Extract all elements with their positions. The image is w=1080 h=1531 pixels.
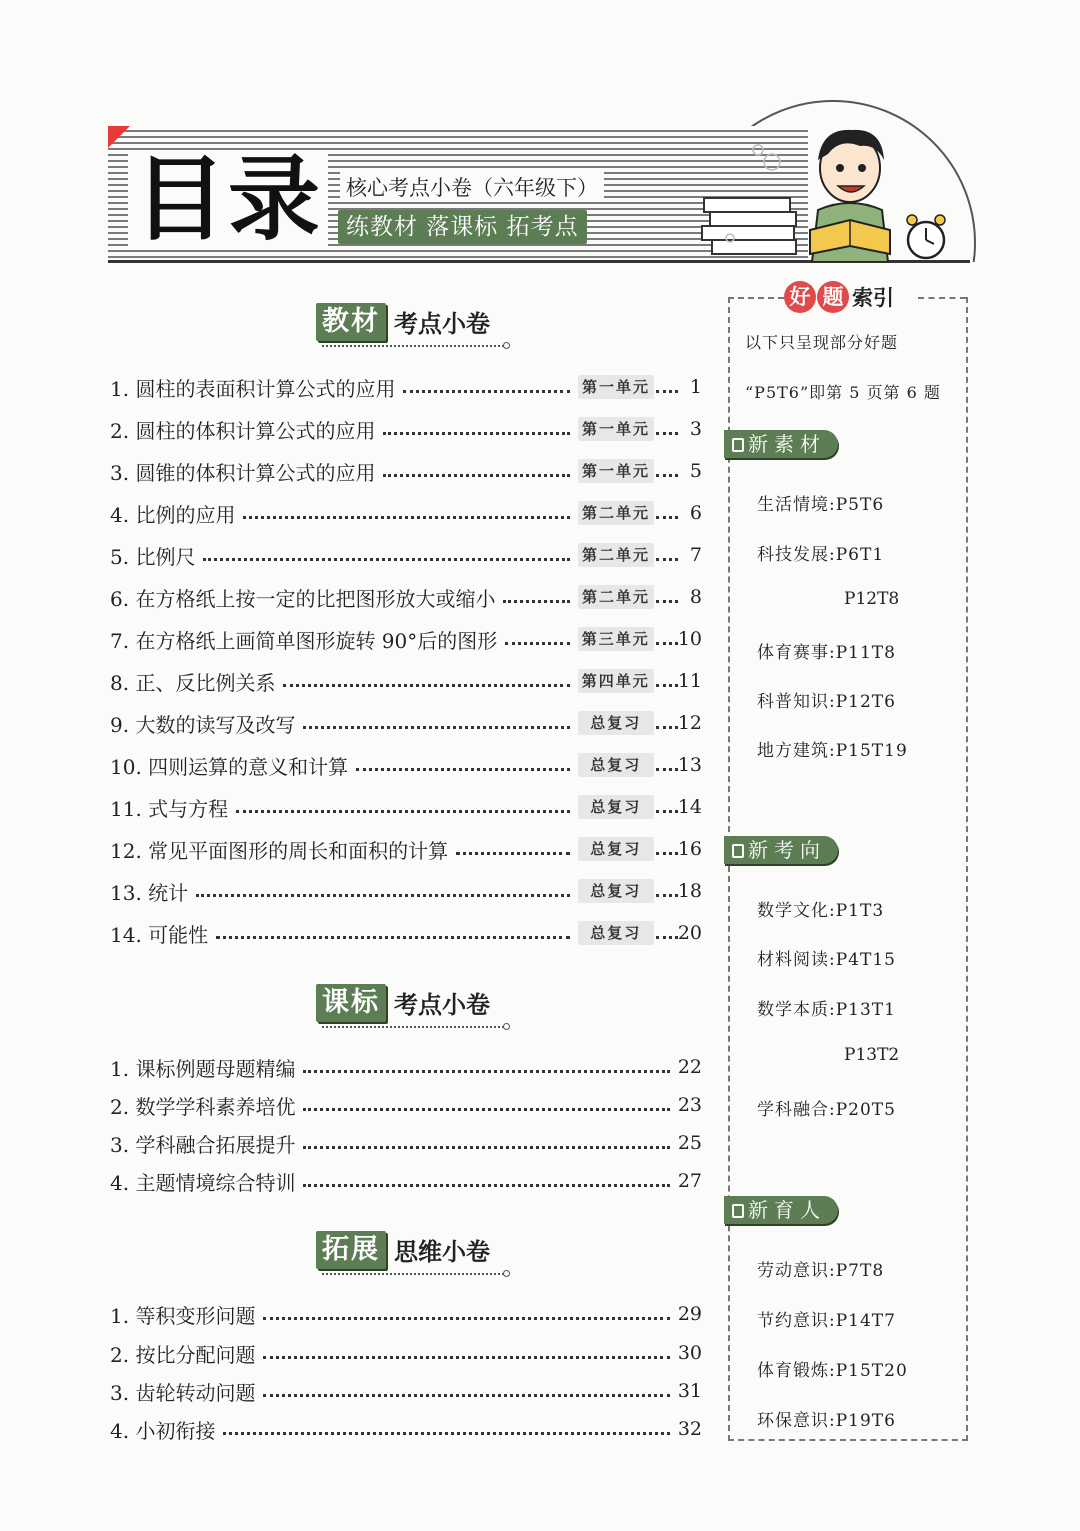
toc-row[interactable] bbox=[110, 666, 702, 696]
page-number: 29 bbox=[677, 1303, 702, 1325]
alarm-clock-icon bbox=[907, 215, 945, 258]
section-badge: 拓展 bbox=[316, 1231, 386, 1269]
unit-tag: 总复习 bbox=[578, 753, 654, 777]
unit-tag: 总复习 bbox=[578, 711, 654, 735]
unit-tag: 第二单元 bbox=[578, 501, 654, 525]
page-number: 23 bbox=[677, 1094, 702, 1116]
section-title-extension bbox=[316, 1231, 516, 1277]
toc-label: 2. 数学学科素养培优 bbox=[110, 1094, 296, 1119]
index-tag-new-direction: 新考向 bbox=[724, 836, 838, 864]
index-item[interactable]: 数学文化:P1T3 bbox=[757, 901, 885, 921]
page-number: 12 bbox=[677, 712, 702, 734]
toc-row[interactable] bbox=[110, 1090, 702, 1120]
book-icon bbox=[732, 844, 744, 858]
page-number: 32 bbox=[677, 1418, 702, 1440]
unit-tag: 总复习 bbox=[578, 921, 654, 945]
toc-label: 9. 大数的读写及改写 bbox=[110, 712, 296, 737]
unit-tag: 总复习 bbox=[578, 879, 654, 903]
index-title-circle: 题 bbox=[817, 281, 849, 313]
toc-row[interactable] bbox=[110, 918, 702, 948]
section-title-rest: 考点小卷 bbox=[394, 991, 490, 1019]
book-icon bbox=[732, 438, 744, 452]
header-red-corner bbox=[108, 126, 130, 148]
index-title-circle: 好 bbox=[784, 281, 816, 313]
boy-icon bbox=[810, 130, 890, 262]
toc-row[interactable] bbox=[110, 834, 702, 864]
index-item[interactable]: 环保意识:P19T6 bbox=[757, 1411, 896, 1431]
slogan-banner: 练教材 落课标 拓考点 bbox=[338, 210, 587, 244]
toc-row[interactable] bbox=[110, 498, 702, 528]
toc-label: 12. 常见平面图形的周长和面积的计算 bbox=[110, 838, 449, 863]
page-number: 5 bbox=[689, 460, 702, 482]
page-number: 8 bbox=[689, 586, 702, 608]
toc-row[interactable] bbox=[110, 1338, 702, 1368]
index-item[interactable]: 节约意识:P14T7 bbox=[757, 1311, 896, 1331]
toc-row[interactable] bbox=[110, 1414, 702, 1444]
toc-label: 1. 圆柱的表面积计算公式的应用 bbox=[110, 376, 396, 401]
toc-row[interactable] bbox=[110, 624, 702, 654]
index-title bbox=[784, 280, 894, 314]
page-number: 30 bbox=[677, 1342, 702, 1364]
book-subtitle: 核心考点小卷（六年级下） bbox=[340, 172, 604, 202]
toc-label: 10. 四则运算的意义和计算 bbox=[110, 754, 349, 779]
unit-tag: 第四单元 bbox=[578, 669, 654, 693]
toc-label: 4. 小初衔接 bbox=[110, 1418, 216, 1443]
toc-label: 1. 等积变形问题 bbox=[110, 1303, 256, 1328]
index-item[interactable]: 学科融合:P20T5 bbox=[757, 1100, 896, 1120]
page-number: 22 bbox=[677, 1056, 702, 1078]
toc-row[interactable] bbox=[110, 1128, 702, 1158]
page-number: 25 bbox=[677, 1132, 702, 1154]
page-number: 11 bbox=[677, 670, 702, 692]
section-badge: 课标 bbox=[316, 984, 386, 1022]
toc-row[interactable] bbox=[110, 1166, 702, 1196]
toc-label: 14. 可能性 bbox=[110, 922, 209, 947]
unit-tag: 总复习 bbox=[578, 837, 654, 861]
toc-label: 5. 比例尺 bbox=[110, 544, 196, 569]
toc-label: 4. 主题情境综合特训 bbox=[110, 1170, 296, 1195]
unit-tag: 第三单元 bbox=[578, 627, 654, 651]
toc-label: 2. 圆柱的体积计算公式的应用 bbox=[110, 418, 376, 443]
page-number: 14 bbox=[677, 796, 702, 818]
books-icon bbox=[702, 198, 796, 254]
section-title-rest: 考点小卷 bbox=[394, 310, 490, 338]
toc-row[interactable] bbox=[110, 540, 702, 570]
index-item[interactable]: P13T2 bbox=[844, 1045, 900, 1065]
section-badge: 教材 bbox=[316, 303, 386, 341]
page-number: 1 bbox=[689, 376, 702, 398]
section-title-curriculum bbox=[316, 984, 516, 1030]
reading-boy-illustration bbox=[700, 110, 970, 262]
index-note: “P5T6”即第 5 页第 6 题 bbox=[745, 383, 941, 402]
index-title-rest: 索引 bbox=[852, 286, 894, 310]
index-item[interactable]: 体育赛事:P11T8 bbox=[757, 643, 896, 663]
unit-tag: 第二单元 bbox=[578, 543, 654, 567]
toc-label: 8. 正、反比例关系 bbox=[110, 670, 276, 695]
section-title-textbook bbox=[316, 303, 516, 349]
toc-label: 3. 学科融合拓展提升 bbox=[110, 1132, 296, 1157]
index-item[interactable]: 体育锻炼:P15T20 bbox=[757, 1361, 908, 1381]
toc-row[interactable] bbox=[110, 1299, 702, 1329]
unit-tag: 第一单元 bbox=[578, 375, 654, 399]
toc-row[interactable] bbox=[110, 876, 702, 906]
toc-row[interactable] bbox=[110, 708, 702, 738]
page-number: 18 bbox=[677, 880, 702, 902]
index-item[interactable]: 科普知识:P12T6 bbox=[757, 692, 896, 712]
page-number: 6 bbox=[689, 502, 702, 524]
index-item[interactable]: 材料阅读:P4T15 bbox=[757, 950, 896, 970]
unit-tag: 总复习 bbox=[578, 795, 654, 819]
page-number: 16 bbox=[677, 838, 702, 860]
index-item[interactable]: 科技发展:P6T1 bbox=[757, 545, 885, 565]
index-item[interactable]: 地方建筑:P15T19 bbox=[757, 741, 908, 761]
toc-row[interactable] bbox=[110, 1376, 702, 1406]
toc-row[interactable] bbox=[110, 1052, 702, 1082]
page-number: 27 bbox=[677, 1170, 702, 1192]
book-icon bbox=[732, 1204, 744, 1218]
index-item[interactable]: P12T8 bbox=[844, 589, 900, 609]
toc-label: 13. 统计 bbox=[110, 880, 189, 905]
unit-tag: 第一单元 bbox=[578, 459, 654, 483]
toc-label: 1. 课标例题母题精编 bbox=[110, 1056, 296, 1081]
toc-row[interactable] bbox=[110, 582, 702, 612]
index-item[interactable]: 劳动意识:P7T8 bbox=[757, 1261, 885, 1281]
page-title: 目录 bbox=[128, 150, 328, 250]
page-number: 7 bbox=[689, 544, 702, 566]
index-item[interactable]: 数学本质:P13T1 bbox=[757, 1000, 896, 1020]
page-number: 31 bbox=[677, 1380, 702, 1402]
toc-label: 2. 按比分配问题 bbox=[110, 1342, 256, 1367]
toc-row[interactable] bbox=[110, 792, 702, 822]
toc-label: 3. 圆锥的体积计算公式的应用 bbox=[110, 460, 376, 485]
toc-row[interactable] bbox=[110, 750, 702, 780]
index-item[interactable]: 生活情境:P5T6 bbox=[757, 495, 885, 515]
section-title-rest: 思维小卷 bbox=[394, 1238, 490, 1266]
page-number: 13 bbox=[677, 754, 702, 776]
toc-label: 4. 比例的应用 bbox=[110, 502, 236, 527]
unit-tag: 第二单元 bbox=[578, 585, 654, 609]
unit-tag: 第一单元 bbox=[578, 417, 654, 441]
toc-row[interactable] bbox=[110, 456, 702, 486]
toc-row[interactable] bbox=[110, 372, 702, 402]
toc-row[interactable] bbox=[110, 414, 702, 444]
page-number: 10 bbox=[677, 628, 702, 650]
toc-label: 11. 式与方程 bbox=[110, 796, 229, 821]
toc-label: 7. 在方格纸上画简单图形旋转 90°后的图形 bbox=[110, 628, 498, 653]
index-note: 以下只呈现部分好题 bbox=[745, 333, 899, 352]
toc-label: 3. 齿轮转动问题 bbox=[110, 1380, 256, 1405]
index-tag-new-material: 新素材 bbox=[724, 430, 838, 458]
toc-label: 6. 在方格纸上按一定的比把图形放大或缩小 bbox=[110, 586, 496, 611]
page-number: 3 bbox=[689, 418, 702, 440]
index-tag-new-education: 新育人 bbox=[724, 1196, 838, 1224]
page-number: 20 bbox=[677, 922, 702, 944]
